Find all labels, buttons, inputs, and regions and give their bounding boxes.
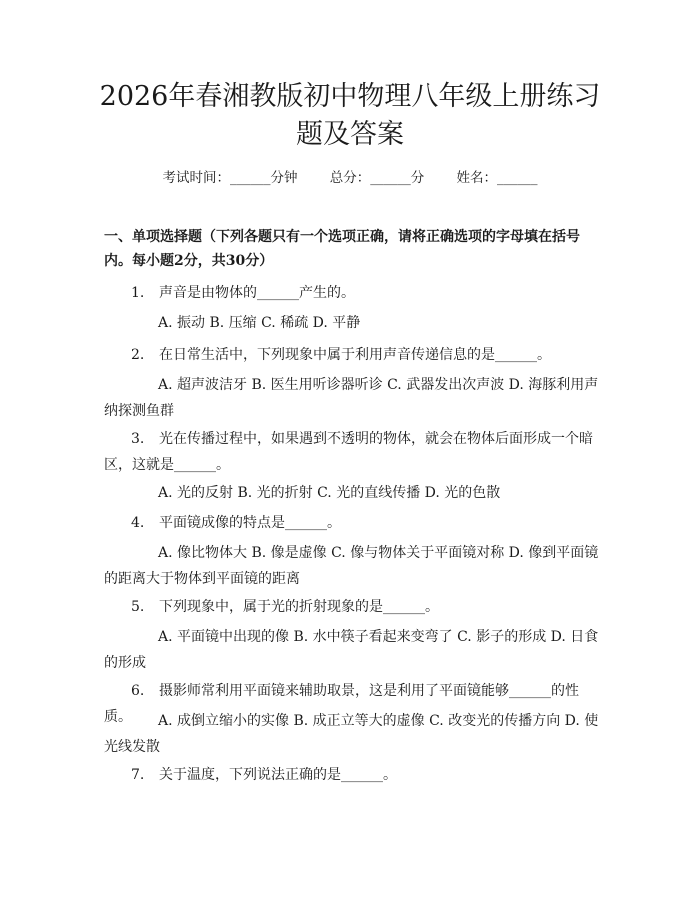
question-number: 7.: [131, 767, 145, 783]
question-4: [104, 510, 604, 536]
question-number: 6.: [131, 683, 145, 699]
question-text: 下列现象中，属于光的折射现象的是______。: [159, 599, 439, 615]
question-6-options: A. 成倒立缩小的实像 B. 成正立等大的虚像 C. 改变光的传播方向 D. 使光线发散: [104, 713, 599, 755]
question-text: 在日常生活中，下列现象中属于利用声音传递信息的是______。: [159, 347, 551, 363]
student-name-field: 姓名：______: [456, 170, 538, 186]
question-number: 1.: [131, 285, 145, 301]
question-text: 光在传播过程中，如果遇到不透明的物体，就会在物体后面形成一个暗区，这就是______。: [104, 431, 593, 473]
question-number: 4.: [131, 515, 145, 531]
section-title-single-choice: 一、单项选择题（下列各题只有一个选项正确，请将正确选项的字母填在括号内。每小题2分，共30分）: [104, 229, 580, 269]
question-5: [104, 594, 604, 620]
question-1: [104, 280, 604, 306]
question-text: 平面镜成像的特点是______。: [159, 515, 341, 531]
exam-time-field: 考试时间：______分钟: [162, 170, 298, 186]
question-2-options: A. 超声波洁牙 B. 医生用听诊器听诊 C. 武器发出次声波 D. 海豚利用声纳探测鱼群: [104, 377, 599, 419]
question-3-options: A. 光的反射 B. 光的折射 C. 光的直线传播 D. 光的色散: [158, 485, 501, 501]
question-2: [104, 342, 604, 368]
question-text: 关于温度，下列说法正确的是______。: [159, 767, 397, 783]
question-number: 2.: [131, 347, 145, 363]
question-7: [104, 762, 604, 788]
question-4-options: A. 像比物体大 B. 像是虚像 C. 像与物体关于平面镜对称 D. 像到平面镜的距离大于物体到平面镜的距离: [104, 545, 599, 587]
question-text: 摄影师常利用平面镜来辅助取景，这是利用了平面镜能够______的性质。: [104, 683, 579, 725]
total-score-field: 总分：______分: [329, 170, 425, 186]
question-number: 5.: [131, 599, 145, 615]
question-1-options: A. 振动 B. 压缩 C. 稀疏 D. 平静: [158, 315, 361, 331]
question-3: [104, 426, 604, 478]
question-text: 声音是由物体的______产生的。: [159, 285, 355, 301]
question-number: 3.: [131, 431, 145, 447]
question-5-options: A. 平面镜中出现的像 B. 水中筷子看起来变弯了 C. 影子的形成 D. 日食的形成: [104, 629, 599, 671]
exam-info-line: [0, 168, 700, 188]
document-title: 2026年春湘教版初中物理八年级上册练习题及答案: [99, 81, 601, 150]
